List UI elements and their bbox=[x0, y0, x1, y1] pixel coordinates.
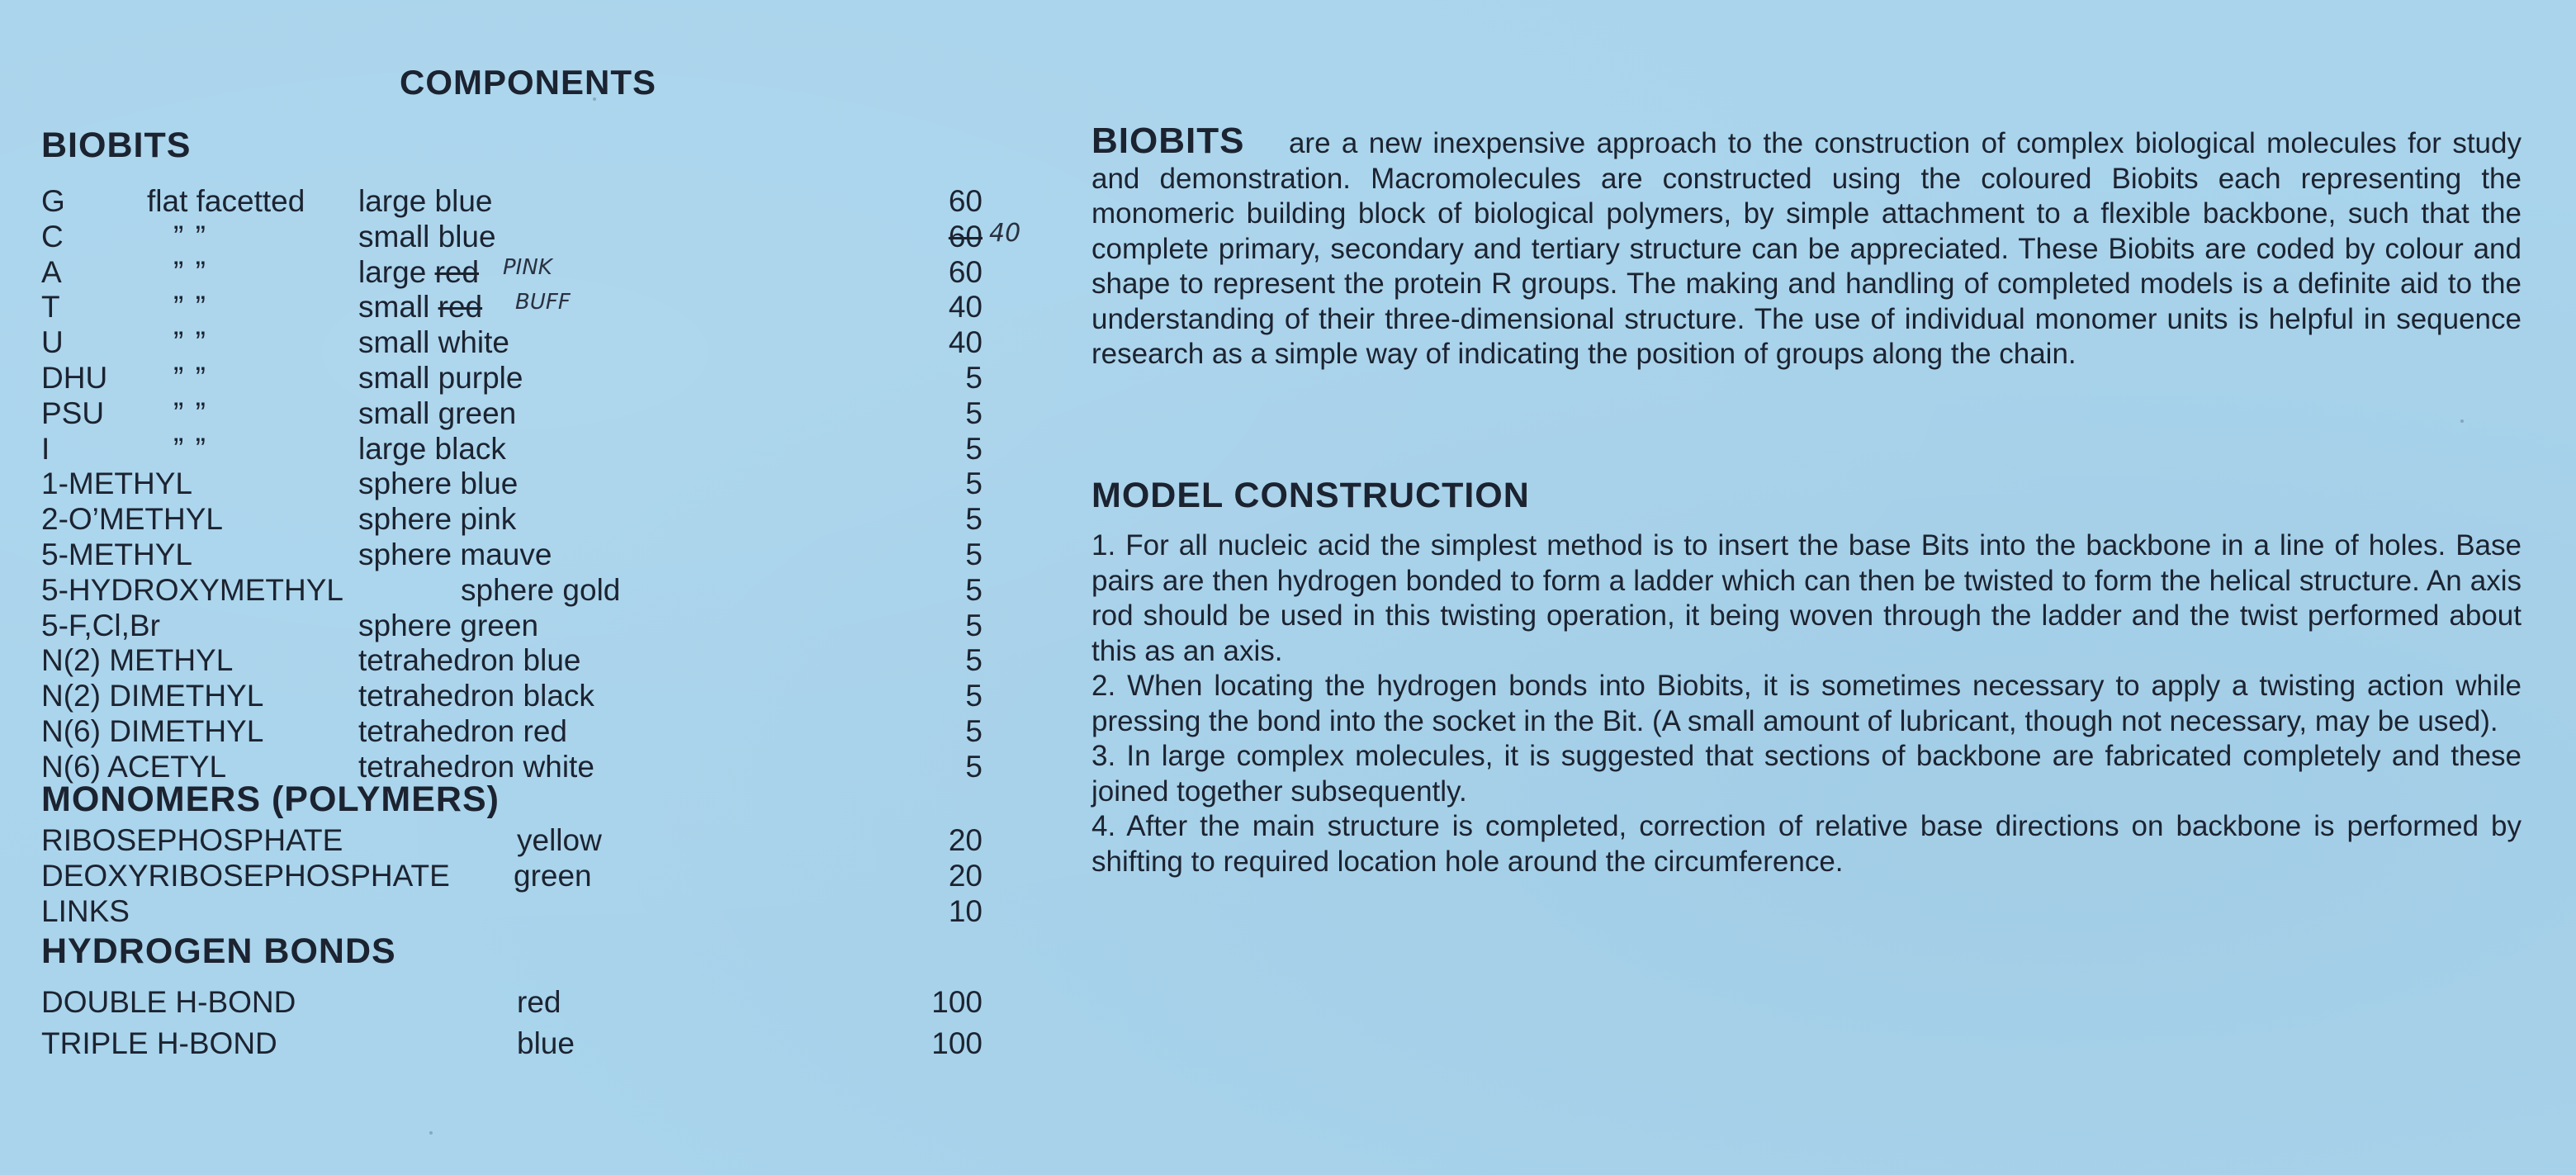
biobit-quantity: 40 bbox=[948, 290, 983, 325]
biobit-quantity: 5 bbox=[965, 431, 983, 466]
hbond-row bbox=[41, 1026, 983, 1062]
biobit-code: PSU bbox=[41, 396, 105, 430]
intro-paragraph bbox=[1091, 121, 2522, 372]
biobit-shape: ” ” bbox=[173, 219, 207, 253]
monomer-quantity: 10 bbox=[948, 894, 983, 928]
monomer-color: yellow bbox=[517, 823, 602, 857]
biobit-row bbox=[41, 608, 983, 644]
biobit-description: sphere green bbox=[358, 608, 539, 642]
hbond-row bbox=[41, 984, 983, 1021]
biobit-quantity: 60 bbox=[948, 219, 983, 253]
biobit-description: tetrahedron blue bbox=[358, 643, 581, 678]
biobit-quantity: 5 bbox=[965, 714, 983, 748]
biobit-code: T bbox=[41, 290, 60, 325]
biobit-code: N(2) METHYL bbox=[41, 643, 234, 678]
biobit-description: tetrahedron white bbox=[358, 749, 594, 784]
monomer-quantity: 20 bbox=[948, 823, 983, 857]
intro-text: are a new inexpensive approach to the construction of complex biological molecules for study and demonstration. Macromolecules are constructed using the coloured Biobits each representing the monomeric building block of biological polymers, by simple attachment to a flexible backbone, such that the complete primary, secondary and tertiary structure can be appreciated. These Biobits are coded by colour and shape to represent the protein R groups. The making and handling of completed models is a definite aid to the understanding of their three-dimensional structure. The use of individual monomer units is helpful in sequence research as a simple way of indicating the position of groups along the chain. bbox=[1091, 127, 2522, 370]
paper-speck bbox=[2460, 419, 2464, 423]
biobit-description: small red bbox=[358, 290, 483, 325]
biobit-code: DHU bbox=[41, 361, 108, 395]
biobit-code: 5-METHYL bbox=[41, 538, 192, 571]
biobit-row bbox=[41, 466, 983, 502]
biobit-description: large red bbox=[358, 254, 480, 289]
biobit-row bbox=[41, 396, 983, 432]
paper-speck bbox=[593, 97, 596, 101]
model-construction-heading: MODEL CONSTRUCTION bbox=[1091, 476, 1530, 515]
biobit-row bbox=[41, 501, 983, 538]
biobit-code: A bbox=[41, 254, 62, 289]
biobit-description: sphere mauve bbox=[358, 538, 552, 571]
biobit-shape: ” ” bbox=[173, 361, 207, 395]
biobit-quantity: 5 bbox=[965, 502, 983, 537]
monomer-color: green bbox=[514, 859, 592, 893]
biobit-row bbox=[41, 713, 983, 750]
biobit-quantity: 5 bbox=[965, 749, 983, 784]
biobit-row bbox=[41, 431, 983, 467]
biobit-code: 5-F,Cl,Br bbox=[41, 608, 160, 642]
biobit-code: U bbox=[41, 325, 64, 360]
model-construction-steps bbox=[1091, 528, 2522, 879]
paper-speck bbox=[429, 1131, 433, 1135]
hbond-name: TRIPLE H-BOND bbox=[41, 1026, 277, 1060]
monomer-row bbox=[41, 822, 983, 859]
biobit-quantity: 5 bbox=[965, 361, 983, 395]
biobit-shape: flat facetted bbox=[147, 184, 305, 218]
biobit-code: C bbox=[41, 219, 64, 253]
monomers-heading: MONOMERS (POLYMERS) bbox=[41, 779, 500, 819]
biobit-row bbox=[41, 572, 983, 609]
biobit-code: 2-O’METHYL bbox=[41, 502, 223, 537]
biobit-shape: ” ” bbox=[173, 396, 207, 430]
monomer-name: LINKS bbox=[41, 894, 130, 928]
step-1: 1. For all nucleic acid the simplest method is to insert the base Bits into the backbone in a line of holes. Base pairs are then hydrogen bonded to form a ladder which can then be twisted to form the helical structure. An axis rod should be used in this twisting operation, it being woven through the ladder and the twist performed about this as an axis. bbox=[1091, 529, 2522, 667]
biobits-heading: BIOBITS bbox=[41, 126, 192, 165]
monomer-name: DEOXYRIBOSEPHOSPHATE bbox=[41, 859, 450, 893]
biobit-code: N(2) DIMETHYL bbox=[41, 679, 264, 713]
step-4: 4. After the main structure is completed, correction of relative base directions on backbone is performed by shifting to required location hole around the circumference. bbox=[1091, 810, 2522, 878]
biobit-quantity: 5 bbox=[965, 467, 983, 501]
hbond-name: DOUBLE H-BOND bbox=[41, 985, 296, 1019]
biobit-description: sphere gold bbox=[461, 572, 621, 607]
biobit-row bbox=[41, 360, 983, 396]
biobit-description: large black bbox=[358, 431, 506, 466]
intro-lead: BIOBITS bbox=[1091, 121, 1245, 161]
biobit-code: 1-METHYL bbox=[41, 467, 192, 501]
biobit-row bbox=[41, 325, 983, 361]
biobit-shape: ” ” bbox=[173, 254, 207, 289]
hbond-quantity: 100 bbox=[931, 1026, 983, 1060]
biobit-description: large blue bbox=[358, 184, 493, 218]
biobit-description: sphere blue bbox=[358, 467, 519, 501]
handwritten-quantity: 40 bbox=[989, 218, 1021, 248]
biobit-description: small green bbox=[358, 396, 517, 430]
biobit-row bbox=[41, 254, 983, 291]
biobit-description: tetrahedron red bbox=[358, 714, 568, 748]
biobit-quantity: 5 bbox=[965, 608, 983, 642]
biobit-description: small white bbox=[358, 325, 509, 360]
step-2: 2. When locating the hydrogen bonds into Biobits, it is sometimes necessary to apply a twisting action while pressing the bond into the socket in the Bit. (A small amount of lubricant, though not necessary, may be used). bbox=[1091, 670, 2522, 737]
hbond-quantity: 100 bbox=[931, 985, 983, 1019]
monomer-quantity: 20 bbox=[948, 859, 983, 893]
handwritten-correction: BUFF bbox=[515, 290, 571, 315]
monomer-name: RIBOSEPHOSPHATE bbox=[41, 823, 343, 857]
biobit-quantity: 60 bbox=[948, 254, 983, 289]
biobit-description: sphere pink bbox=[358, 502, 517, 537]
biobit-row bbox=[41, 678, 983, 714]
biobit-quantity: 40 bbox=[948, 325, 983, 360]
biobit-quantity: 60 bbox=[948, 184, 983, 218]
biobit-code: N(6) DIMETHYL bbox=[41, 714, 264, 748]
biobit-shape: ” ” bbox=[173, 290, 207, 325]
handwritten-correction: PINK bbox=[503, 254, 552, 280]
biobit-code: N(6) ACETYL bbox=[41, 749, 227, 784]
biobit-shape: ” ” bbox=[173, 431, 207, 466]
biobit-shape: ” ” bbox=[173, 325, 207, 360]
hbond-color: red bbox=[517, 985, 561, 1019]
biobit-row bbox=[41, 642, 983, 679]
hbonds-heading: HYDROGEN BONDS bbox=[41, 931, 396, 971]
biobit-row bbox=[41, 537, 983, 573]
components-title: COMPONENTS bbox=[400, 63, 657, 102]
biobit-description: small purple bbox=[358, 361, 523, 395]
biobit-code: 5-HYDROXYMETHYL bbox=[41, 572, 343, 607]
biobit-code: I bbox=[41, 431, 50, 466]
step-3: 3. In large complex molecules, it is suggested that sections of backbone are fabricated completely and these joined together subsequently. bbox=[1091, 740, 2522, 808]
biobit-quantity: 5 bbox=[965, 396, 983, 430]
biobit-row bbox=[41, 289, 983, 325]
hbond-color: blue bbox=[517, 1026, 575, 1060]
biobit-quantity: 5 bbox=[965, 538, 983, 571]
biobit-row bbox=[41, 183, 983, 220]
biobit-quantity: 5 bbox=[965, 572, 983, 607]
monomer-row bbox=[41, 893, 983, 930]
biobit-description: tetrahedron black bbox=[358, 679, 594, 713]
biobit-code: G bbox=[41, 184, 65, 218]
biobit-quantity: 5 bbox=[965, 679, 983, 713]
monomer-row bbox=[41, 858, 983, 894]
biobit-quantity: 5 bbox=[965, 643, 983, 678]
biobit-description: small blue bbox=[358, 219, 496, 253]
